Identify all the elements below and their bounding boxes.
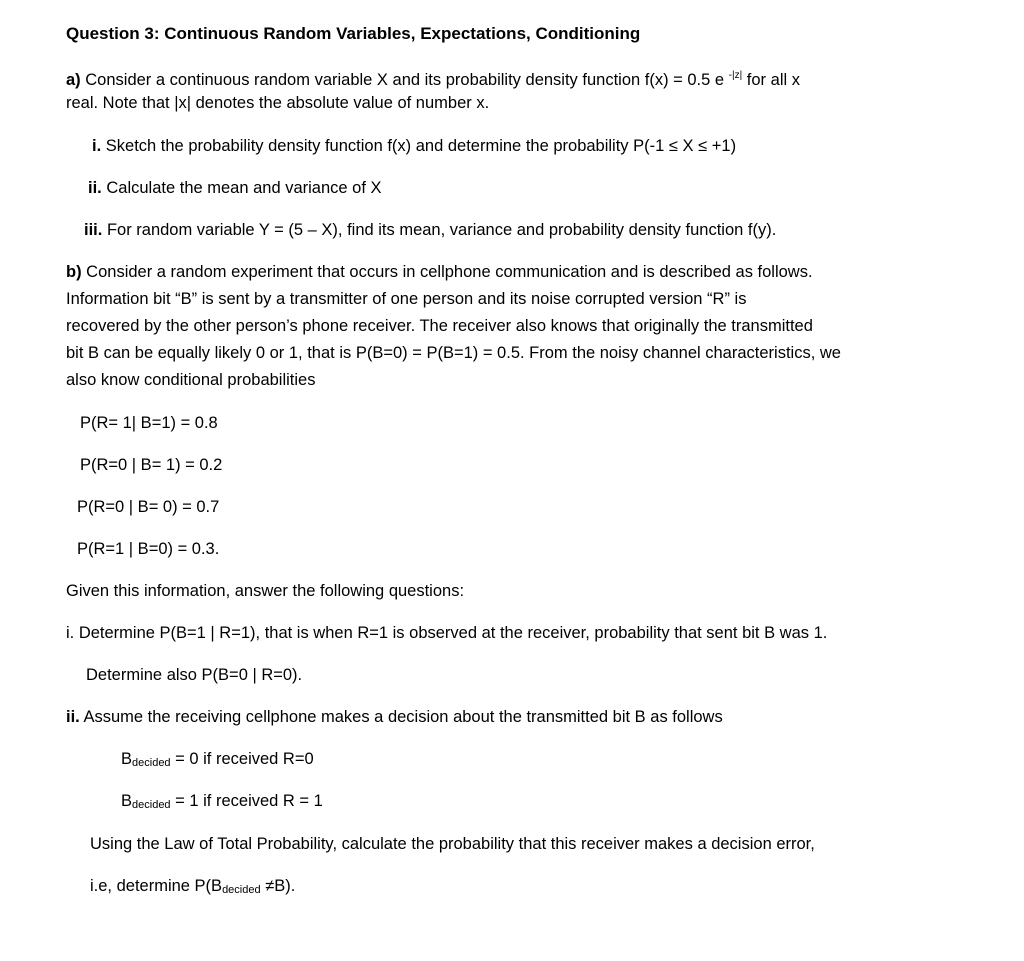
item-label: iii. — [84, 221, 103, 239]
prob-3: P(R=0 | B= 0) = 0.7 — [77, 498, 220, 516]
part-a-item-3 — [84, 220, 776, 240]
prob-4: P(R=1 | B=0) = 0.3. — [77, 540, 220, 558]
rule-text: = 1 if received R = 1 — [175, 792, 323, 810]
final-post: ≠B). — [265, 877, 296, 895]
part-b-text-1: Consider a random experiment that occurs in cellphone communication and is described as follows. — [86, 263, 813, 281]
decision-rule-1 — [121, 749, 314, 773]
part-b-label: b) — [66, 263, 82, 281]
part-a-text-1-post: for all x — [746, 71, 800, 89]
final-sub: decided — [222, 884, 261, 896]
part-b-line-1 — [66, 262, 813, 282]
part-a-label: a) — [66, 71, 81, 89]
part-a-text-1: Consider a continuous random variable X and its probability density function f(x) = 0.5 e — [85, 71, 725, 89]
decision-rule-2 — [121, 791, 323, 815]
final-pre: i.e, determine P(B — [90, 877, 223, 895]
rule-b: B — [121, 792, 133, 810]
part-a-item-1 — [92, 136, 736, 156]
exponent: -|z| — [728, 70, 743, 81]
part-a-line-2: real. Note that |x| denotes the absolute value of number x. — [66, 94, 490, 112]
prob-1: P(R= 1| B=1) = 0.8 — [80, 414, 218, 432]
part-a-line-1 — [66, 66, 800, 90]
item-text: Calculate the mean and variance of X — [106, 179, 382, 197]
part-a-item-2 — [88, 178, 382, 198]
rule-sub: decided — [132, 799, 171, 811]
part-b-line-3: recovered by the other person’s phone receiver. The receiver also knows that originally the transmitted — [66, 317, 813, 335]
final-question — [90, 876, 295, 900]
question-ii-text: Assume the receiving cellphone makes a decision about the transmitted bit B as follows — [83, 708, 723, 726]
law-text: Using the Law of Total Probability, calculate the probability that this receiver makes a decision error, — [90, 835, 815, 853]
part-b-line-4: bit B can be equally likely 0 or 1, that is P(B=0) = P(B=1) = 0.5. From the noisy channel characteristics, we — [66, 344, 841, 362]
given-text: Given this information, answer the following questions: — [66, 582, 465, 600]
prob-2: P(R=0 | B= 1) = 0.2 — [80, 456, 223, 474]
question-ii — [66, 707, 723, 727]
item-label: i. — [92, 137, 102, 155]
rule-text: = 0 if received R=0 — [175, 750, 314, 768]
rule-b: B — [121, 750, 133, 768]
item-text: Sketch the probability density function f(x) and determine the probability P(-1 ≤ X ≤ +1) — [105, 137, 737, 155]
question-i: i. Determine P(B=1 | R=1), that is when R=1 is observed at the receiver, probability that sent bit B was 1. — [66, 624, 828, 642]
rule-sub: decided — [132, 757, 171, 769]
item-text: For random variable Y = (5 – X), find its mean, variance and probability density function f(y). — [106, 221, 777, 239]
question-i-b: Determine also P(B=0 | R=0). — [86, 666, 303, 684]
question-title: Question 3: Continuous Random Variables, Expectations, Conditioning — [66, 24, 641, 43]
part-b-line-2: Information bit “B” is sent by a transmitter of one person and its noise corrupted version “R” is — [66, 290, 747, 308]
part-b-line-5: also know conditional probabilities — [66, 371, 316, 389]
item-label: ii. — [88, 179, 102, 197]
question-ii-label: ii. — [66, 708, 80, 726]
